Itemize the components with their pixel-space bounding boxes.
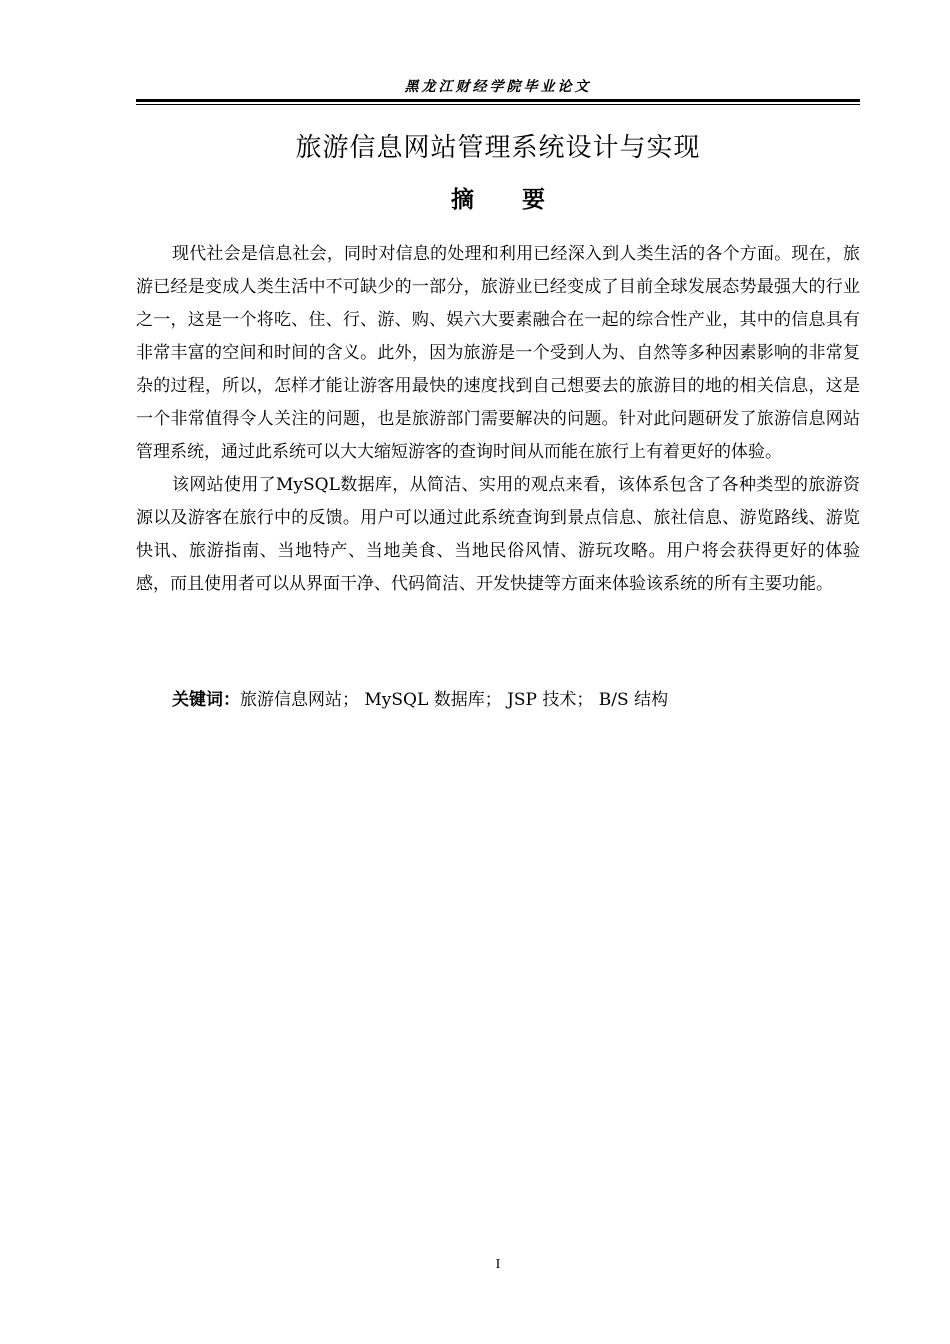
abstract-paragraph-1: 现代社会是信息社会，同时对信息的处理和利用已经深入到人类生活的各个方面。现在，旅游已经是变成人类生活中不可缺少的一部分，旅游业已经变成了目前全球发展态势最强大的行业之一，这是一个将吃、住、行、游、购、娱六大要素融合在一起的综合性产业，其中的信息具有非常丰富的空间和时间的含义。此外，因为旅游是一个受到人为、自然等多种因素影响的非常复杂的过程，所以，怎样才能让游客用最快的速度找到自己想要去的旅游目的地的相关信息，这是一个非常值得令人关注的问题，也是旅游部门需要解决的问题。针对此问题研发了旅游信息网站管理系统，通过此系统可以大大缩短游客的查询时间从而能在旅行上有着更好的体验。 [136, 244, 860, 462]
keywords-label: 关键词： [172, 690, 240, 710]
abstract-heading [136, 183, 860, 217]
abstract-paragraph-2: 该网站使用了MySQL数据库，从简洁、实用的观点来看，该体系包含了各种类型的旅游资源以及游客在旅行中的反馈。用户可以通过此系统查询到景点信息、旅社信息、游览路线、游览快讯、旅游指南、当地特产、当地美食、当地民俗风情、游玩攻略。用户将会获得更好的体验感，而且使用者可以从界面干净、代码简洁、开发快捷等方面来体验该系统的所有主要功能。 [136, 475, 860, 594]
keywords-line [172, 685, 860, 715]
keywords-text: 旅游信息网站； MySQL 数据库； JSP 技术； B/S 结构 [240, 690, 669, 710]
header-rule-thin [136, 104, 860, 105]
header-rule-thick [136, 99, 860, 102]
running-header: 黑龙江财经学院毕业论文 [404, 79, 592, 95]
abstract-body [136, 238, 860, 601]
abstract-heading-left: 摘 [451, 187, 474, 213]
document-title: 旅游信息网站管理系统设计与实现 [295, 133, 701, 163]
abstract-heading-right: 要 [522, 187, 545, 213]
page-number: I [495, 1257, 501, 1272]
